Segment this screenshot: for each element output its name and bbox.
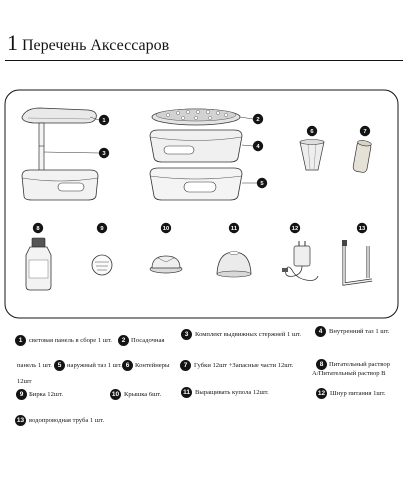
callout-number-3: 3 [102, 151, 106, 158]
legend-marker-4: 4 [315, 326, 326, 337]
callout-number-1: 1 [102, 118, 106, 125]
page-title: Перечень Аксессаров [22, 37, 170, 54]
callout-number-6: 6 [310, 129, 314, 136]
legend-marker-7: 7 [180, 360, 191, 371]
callout-number-7: 7 [363, 129, 367, 136]
legend-marker-3: 3 [181, 329, 192, 340]
callout-number-2: 2 [256, 117, 260, 124]
callout-number-12: 12 [291, 226, 299, 233]
legend-text-13: водопроводная труба 1 шт. [29, 417, 104, 424]
legend-text-5: наружный таз 1 шт. [67, 362, 122, 369]
legend-text-2-line-1: Посадочная [131, 337, 165, 344]
legend-text-9: Бирка 12шт. [29, 391, 63, 398]
legend-marker-10: 10 [111, 391, 120, 398]
legend-text-3: Комплект выдвижных стержней 1 шт. [195, 331, 302, 338]
legend-text-7: Губки 12шт +Запасные части 12шт. [194, 362, 294, 369]
legend-text-6-line-1: Контейнеры [135, 362, 170, 369]
legend-text-2-line-2: панель 1 шт. [17, 362, 52, 369]
section-number: 1 [7, 30, 18, 55]
legend-text-8-line-2: А/Питательный раствор В [312, 370, 386, 377]
callout-number-4: 4 [256, 144, 260, 151]
legend-marker-8: 8 [316, 359, 327, 370]
legend-text-4: Внутренний таз 1 шт. [329, 328, 390, 335]
callout-number-13: 13 [358, 226, 366, 233]
legend-text-11: Выращивать купола 12шт. [195, 389, 269, 396]
legend-marker-12: 12 [317, 390, 326, 397]
legend-marker-9: 9 [16, 389, 27, 400]
legend-text-12: Шнур питания 1шт. [330, 390, 386, 397]
callout-number-10: 10 [162, 226, 170, 233]
legend-text-6-line-2: 12шт [17, 378, 32, 385]
legend-marker-5: 5 [54, 360, 65, 371]
legend-marker-6: 6 [122, 360, 133, 371]
legend-text-8-line-1: Питательный раствор [329, 361, 390, 368]
callout-number-8: 8 [36, 226, 40, 233]
callout-number-9: 9 [100, 226, 104, 233]
legend-marker-2: 2 [118, 335, 129, 346]
callout-number-5: 5 [260, 181, 264, 188]
callout-number-11: 11 [230, 226, 238, 233]
legend-marker-1: 1 [15, 335, 26, 346]
legend-marker-13: 13 [16, 417, 25, 424]
legend-text-1: световая панель в сборе 1 шт. [29, 337, 112, 344]
legend-marker-11: 11 [181, 387, 192, 398]
legend-text-10: Крышка 6шт. [124, 391, 162, 398]
